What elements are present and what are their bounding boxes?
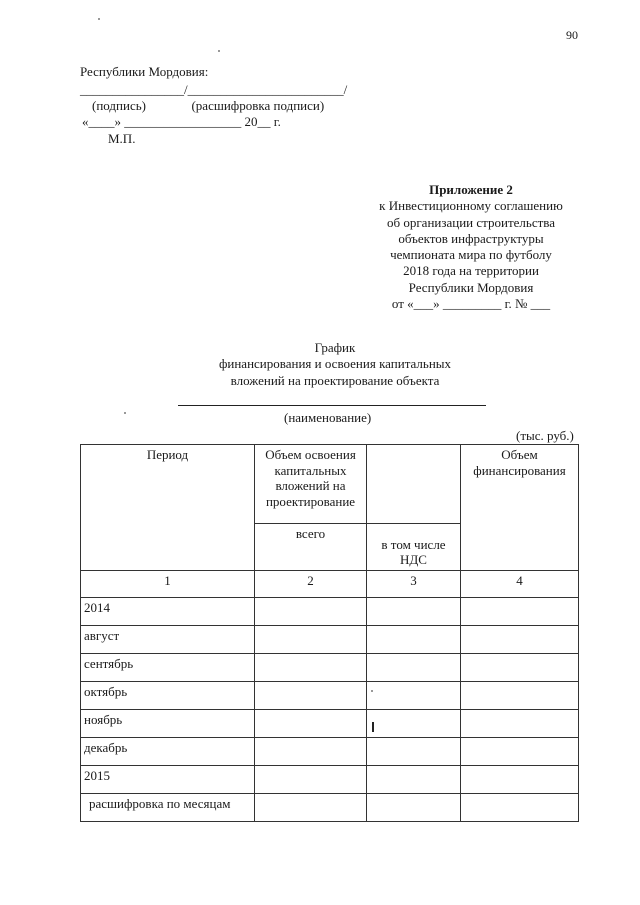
scan-speck — [98, 18, 100, 20]
column-number: 4 — [461, 571, 579, 598]
schedule-title-line: вложений на проектирование объекта — [230, 372, 440, 388]
scan-speck — [124, 412, 126, 414]
scan-speck — [372, 722, 374, 732]
cell-financing — [461, 710, 579, 738]
cell-financing — [461, 598, 579, 626]
column-number: 2 — [255, 571, 367, 598]
units-label: (тыс. руб.) — [516, 428, 574, 443]
appendix-title: Приложение 2 — [429, 182, 513, 197]
cell-financing — [461, 626, 579, 654]
header-empty — [367, 445, 461, 524]
schedule-table — [80, 444, 579, 822]
row-period: ноябрь — [81, 710, 255, 738]
appendix-line: об организации строительства — [386, 214, 556, 230]
schedule-title-line: График — [314, 340, 356, 355]
cell-vat — [367, 598, 461, 626]
table-row — [81, 766, 579, 794]
cell-total — [255, 682, 367, 710]
table-row — [81, 738, 579, 766]
cell-total — [255, 738, 367, 766]
cell-financing — [461, 766, 579, 794]
appendix-line: Республики Мордовия — [408, 279, 534, 295]
table-row — [81, 654, 579, 682]
schedule-title — [160, 340, 510, 389]
signature-line: ________________/________________________/ — [80, 82, 348, 97]
row-period: 2015 — [81, 766, 255, 794]
page-number: 90 — [566, 28, 578, 42]
cell-vat — [367, 794, 461, 822]
row-period: сентябрь — [81, 654, 255, 682]
cell-total — [255, 654, 367, 682]
cell-total — [255, 598, 367, 626]
header-vat: в том числе НДС — [367, 524, 461, 571]
schedule-title-line: финансирования и освоения капитальных — [218, 356, 452, 372]
cell-vat — [367, 766, 461, 794]
signature-captions: (подпись) (расшифровка подписи) — [92, 98, 325, 113]
header-period: Период — [81, 445, 255, 571]
appendix-line: от «___» _________ г. № ___ — [391, 295, 551, 311]
cell-vat — [367, 710, 461, 738]
table-row — [81, 682, 579, 710]
scan-speck — [371, 690, 373, 692]
org-line: Республики Мордовия: — [80, 64, 209, 79]
scan-speck — [218, 50, 220, 52]
table-row — [81, 598, 579, 626]
header-financing: Объем финансирования — [461, 445, 579, 571]
cell-total — [255, 710, 367, 738]
row-period: 2014 — [81, 598, 255, 626]
column-number: 1 — [81, 571, 255, 598]
appendix-line: к Инвестиционному соглашению — [379, 198, 563, 214]
cell-financing — [461, 654, 579, 682]
table-row — [81, 710, 579, 738]
row-period: декабрь — [81, 738, 255, 766]
cell-vat — [367, 682, 461, 710]
row-period: расшифровка по месяцам — [81, 794, 255, 822]
header-capital: Объем освоения капитальных вложений на проектирование — [255, 445, 367, 524]
cell-financing — [461, 794, 579, 822]
object-name-caption: (наименование) — [284, 410, 372, 425]
object-name-line — [178, 405, 486, 406]
cell-financing — [461, 738, 579, 766]
cell-vat — [367, 738, 461, 766]
table-row — [81, 794, 579, 822]
stamp-label: М.П. — [108, 131, 136, 146]
header-total: всего — [255, 524, 367, 571]
appendix-line: объектов инфраструктуры — [398, 230, 544, 246]
row-period: октябрь — [81, 682, 255, 710]
date-line: «____» __________________ 20__ г. — [82, 114, 281, 129]
table-row — [81, 626, 579, 654]
row-period: август — [81, 626, 255, 654]
cell-vat — [367, 654, 461, 682]
column-number: 3 — [367, 571, 461, 598]
cell-total — [255, 626, 367, 654]
appendix-block — [340, 182, 602, 312]
cell-total — [255, 794, 367, 822]
cell-financing — [461, 682, 579, 710]
appendix-line: 2018 года на территории — [403, 263, 539, 279]
appendix-line: чемпионата мира по футболу — [390, 247, 552, 262]
cell-total — [255, 766, 367, 794]
cell-vat — [367, 626, 461, 654]
